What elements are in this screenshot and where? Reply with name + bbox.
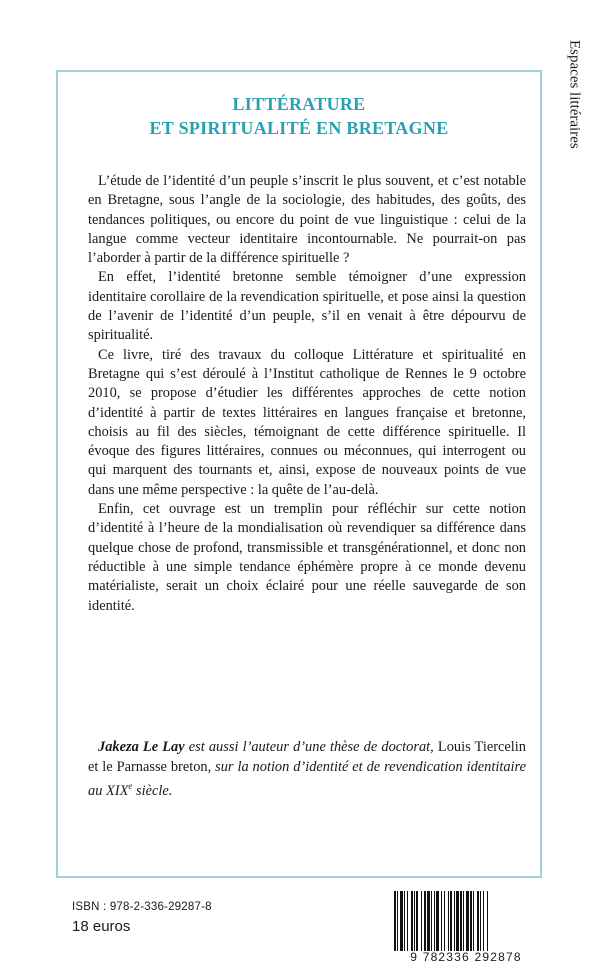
blurb-paragraph-3: Ce livre, tiré des travaux du colloque Littérature et spiritualité en Bretagne qui s’est déroulé à l’Institut catholique de Rennes le 9 octobre 2010, se propose d’étudier les différentes approches de cette notion d’identité à partir de textes littéraires en langues française et bretonne, choisis au fil des siècles, témoignant de cette différence spirituelle. Il évoque des figures littéraires, connues ou méconnues, qui interrogent ou qui marquent des tournants et, ainsi, expose de nouveaux points de vue dans une même perspective : la quête de l’au-delà. — [88, 346, 526, 498]
barcode-number: 9 782336 292878 — [410, 950, 522, 964]
blurb-paragraph-2: En effet, l’identité bretonne semble témoigner d’une expression identitaire corollaire de la revendication spirituelle, et pose ainsi la question de l’avenir de l’identité d’un peuple, s’il en venait à être dépourvu de spiritualité. — [88, 269, 526, 344]
author-name: Jakeza Le Lay — [98, 739, 185, 755]
author-thesis-title: Louis Tiercelin et le Parnasse breton, — [88, 739, 526, 775]
author-bio-text-2: sur la notion d’identité et de revendication identitaire au XIX — [88, 758, 526, 799]
author-bio-text-1: est aussi l’auteur d’une thèse de doctorat, — [184, 739, 434, 755]
author-bio — [88, 738, 526, 801]
blurb-paragraph-1: L’étude de l’identité d’un peuple s’inscrit le plus souvent, et c’est notable en Bretagne, sous l’angle de la sociologie, des habitudes, des goûts, des tendances politiques, ou encore du point de vue linguistique : celui de la langue comme vecteur identitaire incontournable. Ne pourrait-on pas l’aborder à partir de la différence spirituelle ? — [88, 173, 526, 267]
blurb — [88, 172, 526, 616]
price: 18 euros — [72, 918, 131, 935]
book-title-line-2: ET SPIRITUALITÉ EN BRETAGNE — [149, 118, 449, 138]
series-label — [562, 40, 586, 180]
series-label-text: Espaces littéraires — [566, 40, 583, 149]
author-bio-text-3: siècle. — [132, 782, 173, 799]
author-bio-superscript: e — [128, 781, 133, 791]
isbn: ISBN : 978-2-336-29287-8 — [72, 901, 212, 913]
book-title-line-1: LITTÉRATURE — [232, 94, 366, 114]
barcode-icon — [392, 891, 532, 951]
blurb-paragraph-4: Enfin, cet ouvrage est un tremplin pour réfléchir sur cette notion d’identité à l’heure de la mondialisation où revendiquer sa différence dans quelque chose de profond, transmissible et transgénérationnel, et donc non réductible à une simple tendance éphémère propre à ce monde devenu matérialiste, serait un choix éclairé pour une réelle sauvegarde de son identité. — [88, 501, 526, 614]
